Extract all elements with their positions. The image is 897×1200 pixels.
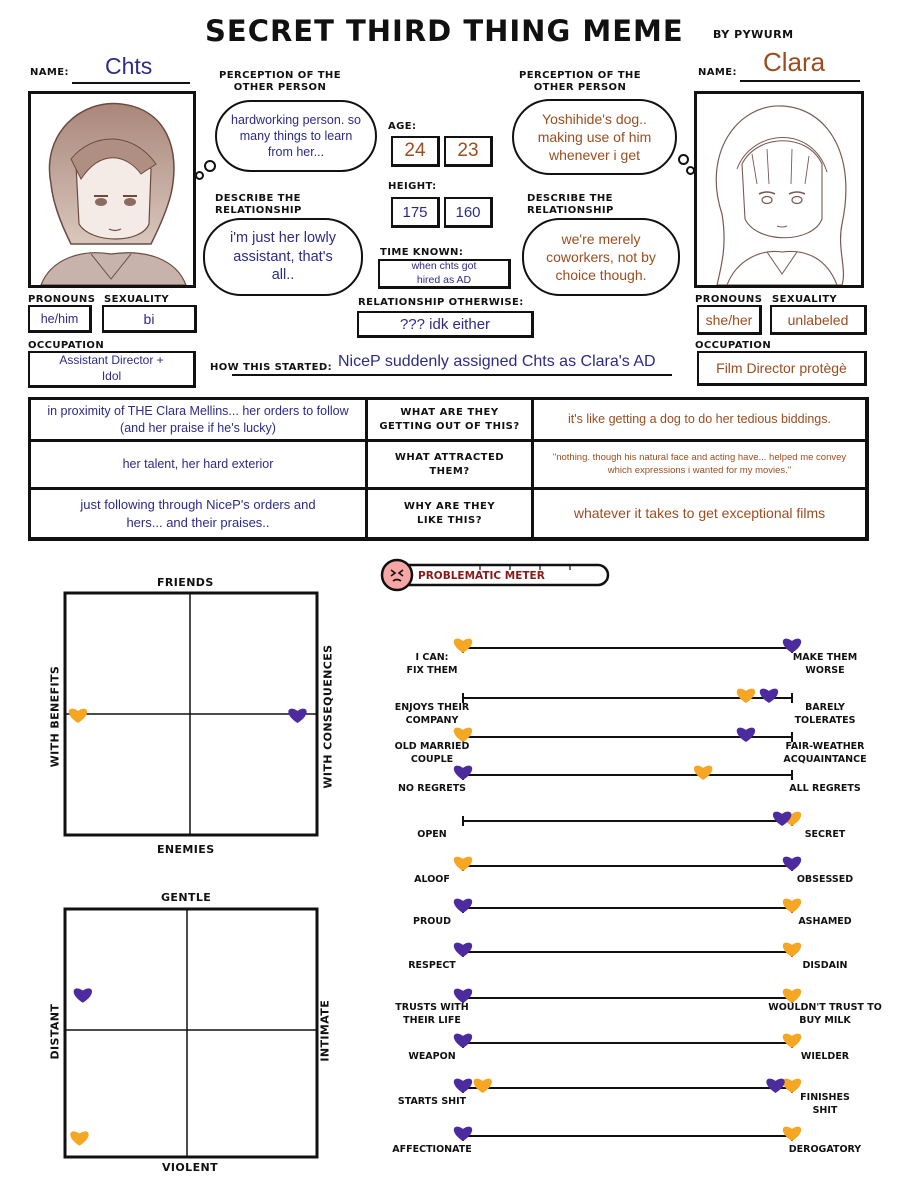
left-perception-bubble bbox=[215, 100, 377, 172]
slider-scales bbox=[370, 625, 890, 1170]
chart1-grid bbox=[62, 590, 322, 840]
page-title: SECRET THIRD THING MEME bbox=[205, 14, 684, 48]
left-portrait-illustration bbox=[31, 94, 193, 285]
how-label: HOW THIS STARTED: bbox=[210, 362, 332, 373]
right-portrait bbox=[694, 91, 864, 288]
slider-right-label: MAKE THEM bbox=[792, 652, 858, 663]
slider-left-label: RESPECT bbox=[408, 960, 456, 971]
left-occupation-label: OCCUPATION bbox=[28, 340, 105, 351]
orange-heart-icon bbox=[783, 943, 801, 957]
table-row-1-left: in proximity of THE Clara Mellins... her orders to follow (and her praise if he's lucky) bbox=[47, 403, 349, 435]
chart2-top-label: GENTLE bbox=[161, 891, 212, 904]
left-age-field bbox=[391, 136, 440, 167]
slider-right-label: SECRET bbox=[804, 829, 846, 840]
table-row-2-question: WHAT ATTRACTED THEM? bbox=[394, 452, 505, 477]
slider-left-label: ENJOYS THEIR bbox=[394, 702, 470, 713]
byline: BY PYWURM bbox=[713, 28, 794, 41]
purple-heart-icon bbox=[783, 639, 801, 653]
slider-left-label: THEIR LIFE bbox=[403, 1015, 461, 1026]
how-underline bbox=[232, 374, 672, 376]
chart2-grid bbox=[62, 906, 322, 1162]
slider-left-label: STARTS SHIT bbox=[397, 1096, 467, 1107]
left-pronouns-field bbox=[28, 305, 92, 333]
slider-left-label: ALOOF bbox=[414, 874, 450, 885]
left-portrait bbox=[28, 91, 196, 288]
left-sexuality-field bbox=[102, 305, 197, 333]
right-height-field bbox=[444, 197, 493, 228]
purple-heart-icon bbox=[760, 689, 778, 703]
chart1-top-label: FRIENDS bbox=[157, 576, 214, 589]
chart2-right-label: INTIMATE bbox=[318, 999, 332, 1062]
orange-heart-icon bbox=[783, 899, 801, 913]
left-relationship-label: DESCRIBE THE RELATIONSHIP bbox=[215, 193, 302, 216]
right-relationship-bubble bbox=[522, 218, 680, 296]
slider-right-label: ALL REGRETS bbox=[789, 783, 861, 794]
age-label: AGE: bbox=[388, 121, 417, 132]
purple-heart-icon bbox=[773, 812, 791, 826]
table-row-3-right: whatever it takes to get exceptional films bbox=[573, 505, 826, 522]
orange-heart-icon bbox=[454, 639, 472, 653]
right-pronouns: she/her bbox=[705, 311, 753, 328]
otherwise-field bbox=[357, 311, 534, 338]
slider-right-label: SHIT bbox=[812, 1105, 838, 1116]
purple-heart-icon bbox=[454, 899, 472, 913]
right-sexuality-label: SEXUALITY bbox=[772, 294, 838, 305]
table-row-2-left: her talent, her hard exterior bbox=[122, 457, 274, 472]
slider-right-label: DEROGATORY bbox=[788, 1144, 862, 1155]
chart1-bottom-label: ENEMIES bbox=[157, 843, 215, 856]
orange-heart-icon bbox=[783, 1034, 801, 1048]
slider-right-label: ACQUAINTANCE bbox=[783, 754, 867, 765]
purple-heart-icon bbox=[454, 766, 472, 780]
table-row-1-question: WHAT ARE THEY GETTING OUT OF THIS? bbox=[379, 407, 520, 432]
chart1-right-label: WITH CONSEQUENCES bbox=[321, 644, 335, 789]
purple-heart-icon bbox=[454, 989, 472, 1003]
slider-right-label: FINISHES bbox=[800, 1092, 850, 1103]
left-perception-text: hardworking person. so many things to learn from her... bbox=[231, 112, 361, 160]
orange-heart-icon bbox=[454, 728, 472, 742]
orange-heart-icon bbox=[454, 857, 472, 871]
slider-left-label: TRUSTS WITH bbox=[395, 1002, 469, 1013]
purple-heart-icon bbox=[783, 857, 801, 871]
slider-right-label: FAIR-WEATHER bbox=[785, 741, 865, 752]
time-known-label: TIME KNOWN: bbox=[380, 247, 464, 258]
slider-right-label: WIELDER bbox=[800, 1051, 850, 1062]
left-height: 175 bbox=[402, 203, 428, 221]
right-occupation-field bbox=[697, 351, 867, 386]
slider-right-label: WOULDN'T TRUST TO bbox=[768, 1002, 882, 1013]
slider-left-label: COUPLE bbox=[410, 754, 454, 765]
right-height: 160 bbox=[455, 203, 481, 221]
right-perception-label: PERCEPTION OF THE OTHER PERSON bbox=[519, 70, 641, 93]
orange-heart-icon bbox=[694, 766, 712, 780]
table-row-3-question: WHY ARE THEY LIKE THIS? bbox=[403, 501, 496, 526]
purple-heart-icon bbox=[454, 1127, 472, 1141]
purple-heart-icon bbox=[737, 728, 755, 742]
how-started: NiceP suddenly assigned Chts as Clara's AD bbox=[338, 353, 656, 370]
slider-left-label: I CAN: bbox=[415, 652, 449, 663]
time-known: when chts got hired as AD bbox=[411, 260, 477, 286]
time-known-field bbox=[378, 259, 511, 289]
right-relationship-text: we're merely coworkers, not by choice though. bbox=[546, 230, 656, 284]
right-pronouns-label: PRONOUNS bbox=[695, 294, 763, 305]
purple-heart-icon bbox=[454, 943, 472, 957]
name-underline bbox=[72, 82, 190, 84]
thought-dot bbox=[204, 160, 216, 172]
right-age: 23 bbox=[457, 140, 479, 161]
left-name-label: NAME: bbox=[30, 67, 69, 78]
meter-bulb bbox=[382, 560, 412, 590]
slider-left-label: OLD MARRIED bbox=[394, 741, 470, 752]
slider-left-label: PROUD bbox=[413, 916, 451, 927]
thought-dot bbox=[678, 154, 689, 165]
thought-dot bbox=[686, 166, 695, 175]
left-name: Chts bbox=[105, 53, 153, 79]
orange-heart-icon bbox=[474, 1079, 492, 1093]
left-pronouns-label: PRONOUNS bbox=[28, 294, 96, 305]
slider-left-label: NO REGRETS bbox=[397, 783, 467, 794]
orange-heart-icon bbox=[783, 989, 801, 1003]
left-relationship-bubble bbox=[203, 218, 363, 296]
orange-heart-icon bbox=[737, 689, 755, 703]
slider-left-label: COMPANY bbox=[405, 715, 459, 726]
right-sexuality: unlabeled bbox=[787, 311, 849, 328]
left-occupation: Assistant Director + Idol bbox=[59, 353, 164, 383]
chart2-bottom-label: VIOLENT bbox=[162, 1161, 218, 1174]
meter-label: PROBLEMATIC METER bbox=[418, 570, 545, 582]
otherwise: ??? idk either bbox=[399, 315, 491, 333]
right-perception-bubble bbox=[512, 99, 677, 175]
purple-heart-icon bbox=[454, 1034, 472, 1048]
chart2-left-label: DISTANT bbox=[48, 1003, 62, 1060]
orange-heart-icon bbox=[783, 1127, 801, 1141]
height-label: HEIGHT: bbox=[388, 181, 437, 192]
question-table bbox=[28, 397, 869, 541]
left-age: 24 bbox=[404, 140, 426, 161]
right-pronouns-field bbox=[697, 305, 762, 335]
slider-left-label: OPEN bbox=[417, 829, 447, 840]
slider-left-label: FIX THEM bbox=[406, 665, 458, 676]
right-age-field bbox=[444, 136, 493, 167]
slider-right-label: OBSESSED bbox=[796, 874, 854, 885]
table-row-2-right: "nothing. though his natural face and acting have... helped me convey which expressions i wanted for my movies." bbox=[552, 451, 847, 476]
right-portrait-illustration bbox=[697, 94, 861, 285]
right-sexuality-field bbox=[770, 305, 867, 335]
slider-right-label: WORSE bbox=[805, 665, 845, 676]
name-underline bbox=[740, 80, 860, 82]
purple-heart-icon bbox=[454, 1079, 472, 1093]
slider-right-label: TOLERATES bbox=[794, 715, 856, 726]
slider-right-label: BARELY bbox=[805, 702, 845, 713]
left-sexuality-label: SEXUALITY bbox=[104, 294, 170, 305]
table-row-1-right: it's like getting a dog to do her tedious biddings. bbox=[568, 412, 831, 427]
right-relationship-label: DESCRIBE THE RELATIONSHIP bbox=[527, 193, 614, 216]
left-height-field bbox=[391, 197, 440, 228]
table-row-3-left: just following through NiceP's orders and hers... and their praises.. bbox=[80, 496, 316, 530]
left-occupation-field bbox=[28, 351, 196, 388]
left-perception-label: PERCEPTION OF THE OTHER PERSON bbox=[219, 70, 341, 93]
thought-dot bbox=[195, 171, 204, 180]
left-sexuality: bi bbox=[143, 310, 155, 327]
chart1-left-label: WITH BENEFITS bbox=[48, 665, 62, 768]
right-occupation: Film Director protègè bbox=[716, 360, 847, 376]
right-name: Clara bbox=[763, 47, 826, 77]
slider-left-label: WEAPON bbox=[408, 1051, 456, 1062]
slider-left-label: AFFECTIONATE bbox=[392, 1144, 472, 1155]
right-perception-text: Yoshihide's dog.. making use of him whenever i get bbox=[537, 110, 652, 164]
otherwise-label: RELATIONSHIP OTHERWISE: bbox=[358, 297, 524, 308]
right-occupation-label: OCCUPATION bbox=[695, 340, 772, 351]
purple-heart-icon bbox=[766, 1079, 784, 1093]
problematic-meter bbox=[380, 558, 612, 592]
slider-right-label: ASHAMED bbox=[798, 916, 852, 927]
slider-right-label: DISDAIN bbox=[802, 960, 848, 971]
left-pronouns: he/him bbox=[40, 311, 79, 326]
orange-heart-icon bbox=[783, 1079, 801, 1093]
left-relationship-text: i'm just her lowly assistant, that's all.. bbox=[230, 229, 336, 284]
slider-right-label: BUY MILK bbox=[799, 1015, 851, 1026]
right-name-label: NAME: bbox=[698, 67, 737, 78]
